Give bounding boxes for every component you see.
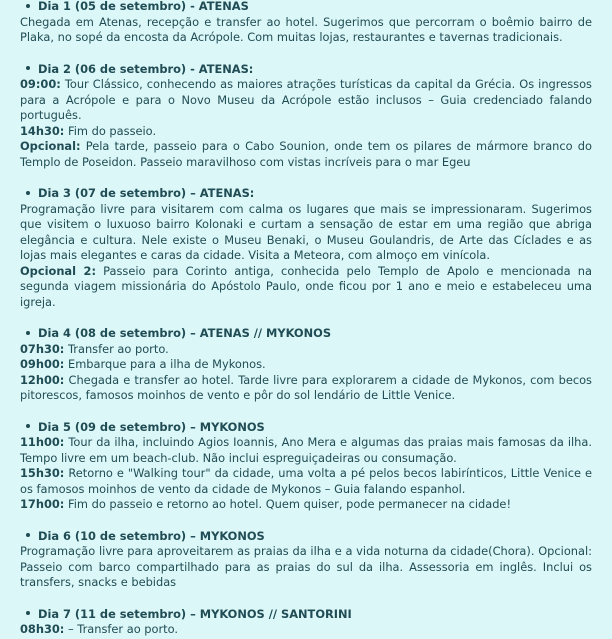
paragraph-text: Programação livre para visitarem com calma os lugares que mais se impressionaram. Sugerimos que visitem o luxuoso bairro Kolonaki e curtam a sensação de estar em uma região que abriga elegância e cultura. Nele existe o Museu Benaki, o Museu Goulandris, de Arte das Cíclades e as lojas mais elegantes e caras da cidade. Visita a Meteora, com almoço em vinícola. (20, 201, 592, 262)
day-title-text: Dia 7 (11 de setembro) – MYKONOS // SANTORINI (38, 606, 352, 621)
day-5-section (20, 420, 592, 513)
bullet-icon (26, 191, 30, 195)
time-label: 07h30: (20, 341, 65, 356)
day-title-text: Dia 4 (08 de setembro) – ATENAS // MYKONOS (38, 326, 332, 340)
bullet-icon (26, 4, 30, 8)
day-title-text: Dia 3 (07 de setembro) – ATENAS: (38, 186, 255, 200)
day-2-section (20, 62, 592, 171)
paragraph-text: Pela tarde, passeio para o Cabo Sounion, onde tem os pilares de mármore branco do Templo de Poseidon. Passeio maravilhoso com vistas incríveis para o mar Egeu (20, 139, 592, 169)
paragraph-text: Fim do passeio e retorno ao hotel. Quem quiser, pode permanecer na cidade! (64, 497, 512, 511)
day-4-paragraph-2 (20, 357, 592, 373)
day-5-paragraph-2 (20, 466, 592, 497)
day-5-title (20, 420, 592, 436)
day-4-section (20, 326, 592, 404)
day-title-text: Dia 5 (09 de setembro) – MYKONOS (38, 419, 265, 434)
paragraph-text: Passeio para Corinto antiga, conhecida pelo Templo de Apolo e mencionada na segunda viagem missionária do Apóstolo Paulo, onde ficou por 1 ano e meio e estabeleceu uma igreja. (20, 263, 592, 309)
day-1-section (20, 0, 592, 46)
time-label: 09:00: (20, 77, 61, 91)
time-label: 08h30: (20, 622, 65, 636)
bullet-icon (26, 66, 30, 70)
day-1-title (20, 0, 592, 15)
day-3-paragraph-1 (20, 202, 592, 264)
day-6-section (20, 529, 592, 591)
day-title-text: Dia 6 (10 de setembro) – MYKONOS (38, 528, 265, 543)
time-label: 14h30: (20, 123, 65, 138)
day-5-paragraph-3 (20, 497, 592, 513)
time-label: 09h00: (20, 357, 65, 371)
time-label: 15h30: (20, 466, 65, 480)
day-7-title (20, 607, 592, 623)
paragraph-text: Embarque para a ilha de Mykonos. (64, 357, 266, 371)
day-5-paragraph-1 (20, 435, 592, 466)
bullet-icon (26, 611, 30, 615)
paragraph-text: Fim do passeio. (64, 123, 157, 138)
day-2-paragraph-2 (20, 124, 592, 140)
day-4-paragraph-1 (20, 342, 592, 358)
day-title-text: Dia 2 (06 de setembro) - ATENAS: (38, 61, 254, 76)
paragraph-text: Programação livre para aproveitarem as praias da ilha e a vida noturna da cidade(Chora). Opcional: Passeio com barco compartilhado para as praias do sul da ilha. Assessoria em inglês. Inclui os transfers, snacks e bebidas (20, 544, 592, 589)
day-3-paragraph-2 (20, 264, 592, 311)
time-label: 11h00: (20, 435, 65, 449)
day-7-paragraph-1 (20, 622, 592, 638)
day-6-title (20, 529, 592, 545)
day-1-paragraph-1 (20, 15, 592, 46)
day-3-title (20, 186, 592, 202)
day-6-paragraph-1 (20, 544, 592, 591)
paragraph-text: – Transfer ao porto. (64, 622, 179, 636)
day-7-section (20, 607, 592, 638)
day-2-paragraph-3 (20, 139, 592, 170)
optional-label: Opcional 2: (20, 263, 96, 278)
bullet-icon (26, 533, 30, 537)
paragraph-text: Transfer ao porto. (64, 341, 169, 356)
time-label: 12h00: (20, 372, 65, 387)
day-4-title (20, 326, 592, 342)
paragraph-text: Tour Clássico, conhecendo as maiores atrações turísticas da capital da Grécia. Os ingressos para a Acrópole e para o Novo Museu da Acrópole estão inclusos – Guia credenciado falando português. (20, 77, 592, 122)
day-2-paragraph-1 (20, 77, 592, 124)
bullet-icon (26, 424, 30, 428)
time-label: 17h00: (20, 497, 65, 511)
paragraph-text: Tour da ilha, incluindo Agios Ioannis, Ano Mera e algumas das praias mais famosas da ilha. Tempo livre em um beach-club. Não inclui espreguiçadeiras ou consumação. (20, 435, 592, 465)
day-2-title (20, 62, 592, 78)
paragraph-text: Chegada em Atenas, recepção e transfer ao hotel. Sugerimos que percorram o boêmio bairro de Plaka, no sopé da encosta da Acrópole. Com muitas lojas, restaurantes e tavernas tradicionais. (20, 14, 592, 44)
paragraph-text: Retorno e "Walking tour" da cidade, uma volta a pé pelos becos labirínticos, Little Venice e os famosos moinhos de vento da cidade de Mykonos – Guia falando espanhol. (20, 466, 592, 496)
optional-label: Opcional: (20, 139, 81, 153)
day-4-paragraph-3 (20, 373, 592, 404)
paragraph-text: Chegada e transfer ao hotel. Tarde livre para explorarem a cidade de Mykonos, com becos pitorescos, famosos moinhos de vento e pôr do sol lendário de Little Venice. (20, 372, 592, 402)
bullet-icon (26, 331, 30, 335)
day-3-section (20, 186, 592, 310)
day-title-text: Dia 1 (05 de setembro) - ATENAS (38, 0, 249, 13)
